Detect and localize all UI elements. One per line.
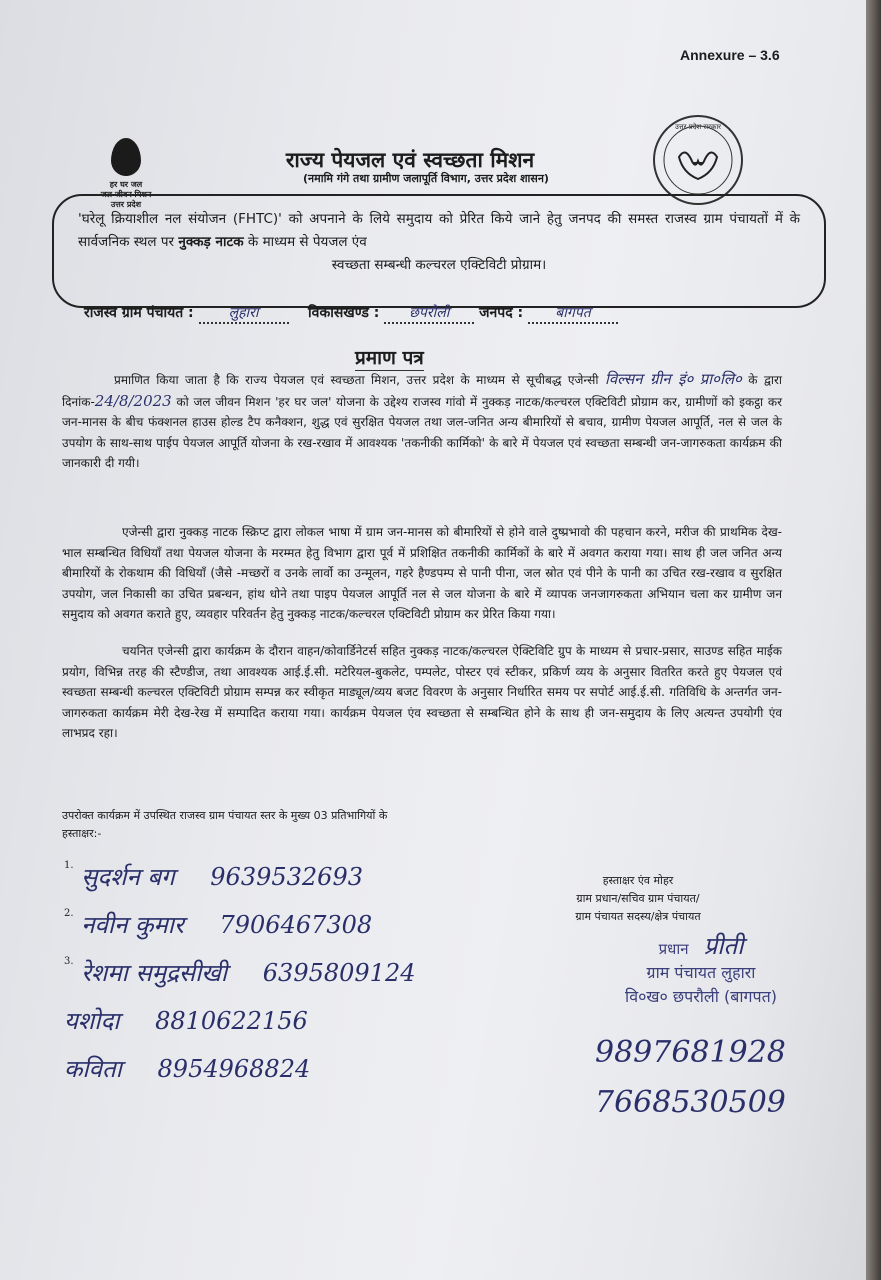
program-line1: 'घरेलू क्रियाशील नल संयोजन (FHTC)' को अपनाने के लिये समुदाय को प्रेरित किये जाने हेतु जनपद xyxy=(78,211,601,227)
district-label: जनपद : xyxy=(479,305,524,321)
agency-suffix-handwritten: प्रा०लि० xyxy=(699,370,742,388)
participant-phone: 8954968824 xyxy=(157,1055,311,1083)
participants-note xyxy=(62,807,502,843)
contact-phone: 9897681928 xyxy=(595,1035,786,1070)
program-line2a: की समस्त राजस्व ग्राम पंचायतों में के सार्वजनिक स्थल पर xyxy=(78,211,800,250)
stamp-designation: प्रधान xyxy=(658,940,689,958)
agency-name-handwritten: विल्सन ग्रीन इं० xyxy=(604,370,694,388)
participant-row xyxy=(64,908,544,956)
paragraph-3 xyxy=(62,641,782,744)
contact-phone: 7668530509 xyxy=(595,1085,786,1120)
participants-note-line2: हस्ताक्षर:- xyxy=(62,827,102,840)
stamp-line2: ग्राम पंचायत लुहारा xyxy=(646,963,756,982)
seal-text: उत्तर प्रदेश सरकार xyxy=(674,123,722,131)
mission-title: राज्य पेयजल एवं स्वच्छता मिशन xyxy=(285,148,535,172)
page-edge-shadow xyxy=(866,0,881,1280)
seal-emblem-icon xyxy=(655,117,741,203)
contact-phones xyxy=(595,1028,786,1128)
program-line2c: के माध्यम से पेयजल एंव xyxy=(243,234,367,250)
participant-number: 2. xyxy=(64,908,74,919)
participant-name: सुदर्शन बग xyxy=(81,863,175,891)
participant-name: यशोदा xyxy=(64,1007,120,1035)
gram-panchayat-label: राजस्व ग्राम पंचायत : xyxy=(84,305,194,321)
participants-note-line1: उपरोक्त कार्यक्रम में उपस्थित राजस्व ग्राम पंचायत स्तर के मुख्य 03 प्रतिभागियों के xyxy=(62,809,388,822)
program-line3: स्वच्छता सम्बन्धी कल्चरल एक्टिविटी प्रोग्राम। xyxy=(331,257,547,273)
annexure-label: Annexure – 3.6 xyxy=(680,47,780,63)
participant-name: नवीन कुमार xyxy=(81,911,184,939)
stamp-line3: वि०ख० छपरौली (बागपत) xyxy=(625,987,777,1006)
participant-phone: 9639532693 xyxy=(210,863,363,891)
logo-line3: उत्तर प्रदेश xyxy=(110,200,142,209)
participant-number: 1. xyxy=(64,860,74,871)
up-government-seal xyxy=(653,115,743,205)
participant-phone: 7906467308 xyxy=(219,911,373,939)
water-drop-icon xyxy=(111,138,141,176)
para3-text: चयनित एजेन्सी द्वारा कार्यक्रम के दौरान वाहन/कोवार्डिनेटर्स सहित नुक्कड़ नाटक/कल्चरल ऐक्टिविटि ग्रुप के माध्यम से प्रचार-प्रसार, साउण्ड सहित माईक प्रयोग, विभिन्न तरह की स्टैण्डीज, तथा आवश्यक आई.ई.सी. मटेरियल-बुकलेट, पम्पलेट, पोस्टर एवं स्टीकर, प्रकिर्ण व्यय के अनुसार वितरित करते हुए पेयजल एवं स्वच्छता सम्बन्धी कल्चरल एक्टिविटी प्रोग्राम सम्पन्न कर स्वीकृत माड्यूल/व्यय बजट विवरण के अनुसार निर्धारित समय पर सपोर्ट आई.ई.सी. गतिविधि के अन्तर्गत जन-जागरुकता कार्यक्रम मेरी देख-रेख में सम्पादित कराया गया। कार्यक्रम पेयजल एंव स्वच्छता से सम्बन्धित होने के साथ ही जन-समुदाय के लिए अत्यन्त उपयोगी एंव लाभप्रद रहा। xyxy=(62,644,782,741)
gram-panchayat-value: लुहारा xyxy=(199,303,289,324)
program-date-handwritten: 24/8/2023 xyxy=(94,391,172,410)
logo-line1: हर घर जल xyxy=(109,180,143,189)
participant-row xyxy=(64,956,544,1004)
mission-subtitle: (नमामि गंगे तथा ग्रामीण जलापूर्ति विभाग, उत्तर प्रदेश शासन) xyxy=(303,172,549,185)
participant-name: रेशमा समुद्रसीखी xyxy=(81,959,228,987)
program-description-text xyxy=(78,208,800,277)
participant-number: 3. xyxy=(64,956,74,967)
participant-row xyxy=(64,860,544,908)
participant-name: कविता xyxy=(64,1055,122,1083)
location-fields xyxy=(84,303,618,324)
participant-row xyxy=(64,1004,544,1052)
program-description-box xyxy=(52,194,826,308)
paragraph-2 xyxy=(62,522,782,625)
para2-text: एजेन्सी द्वारा नुक्कड़ नाटक स्क्रिप्ट द्वारा लोकल भाषा में ग्राम जन-मानस को बीमारियों से होने वाले दुष्प्रभावो की पहचान करने, मरीज की प्राथमिक देख-भाल सम्बन्धित विधियाँ तथा पेयजल योजना के मरम्मत हेतु विभाग द्वारा पूर्व में प्रशिक्षित तकनीकी कार्मिकों के बारे में अवगत कराया गया। साथ ही जल जनित अन्य बीमारियों के रोकथाम की विधियाँ (जैसे -मच्छरों व उनके लार्वो का उन्मूलन, गहरे हैण्डपम्प से पानी पीना, जल स्रोत एवं पीने के पानी का उचित रख-रखाव व सुरक्षित उपयोग, जल निकासी का उचित प्रबन्धन, हांथ धोने तथा पाइप पेयजल आपूर्ति नल से जल योजना के बारे में व्यापक जनजागरुकता अभियान चला कर ग्रामीण जन समुदाय को अवगत कराते हुए, व्यवहार परिवर्तन हेतु नुक्कड़ नाटक/कल्चरल एक्टिविटी प्रोग्राम कर प्रेरित किया गया। xyxy=(62,525,782,622)
para1-text-c: को जल जीवन मिशन 'हर घर जल' योजना के उद्देश्य राजस्व गांवो में नुक्कड़ नाटक/कल्चरल एक्टिविटी प्रोग्राम कर, ग्रामीणों को इकट्ठा कर जन-मानस के बीच फंक्शनल हाउस होल्ड टैप कनैक्शन, शुद्ध एवं सुरक्षित पेयजल तथा जल-जनित अन्य बीमारियों से बचाव, ग्रामीण पेयजल आपूर्ति, नल से जल के उपयोग के साथ-साथ पाईप पेयजल आपूर्ति योजना के रख-रखाव में आवश्यक 'तकनीकी कार्मिको' के बारे में पेयजल एवं स्वच्छता सम्बन्धी जन-जागरुकता कार्यक्रम की जानकारी दी गयी। xyxy=(62,394,782,471)
signature-line2: ग्राम प्रधान/सचिव ग्राम पंचायत/ xyxy=(576,892,700,905)
pradhan-signature: प्रीती xyxy=(703,932,744,960)
para1-text-a: प्रमाणित किया जाता है कि राज्य पेयजल एवं स्वच्छता मिशन, उत्तर प्रदेश के माध्यम से सूचीबद्ध एजेन्सी xyxy=(114,373,605,387)
paragraph-1 xyxy=(62,369,782,474)
official-signature-block xyxy=(533,872,743,926)
signature-line3: ग्राम पंचायत सदस्य/क्षेत्र पंचायत xyxy=(575,910,701,923)
district-value: बागपत xyxy=(528,303,618,324)
participant-phone: 8810622156 xyxy=(155,1007,308,1035)
pradhan-stamp xyxy=(586,934,816,1009)
logo-line2: जल जीवन मिशन xyxy=(100,190,152,199)
block-label: विकासखण्ड : xyxy=(308,305,380,321)
participant-row xyxy=(64,1052,544,1100)
program-line2b: नुक्कड़ नाटक xyxy=(178,234,244,250)
signature-line1: हस्ताक्षर एंव मोहर xyxy=(602,874,674,887)
block-value: छपरौली xyxy=(384,303,474,324)
participant-phone: 6395809124 xyxy=(262,959,416,987)
para1-text-b: के द्वारा दिनांक- xyxy=(62,373,782,409)
certificate-heading: प्रमाण पत्र xyxy=(355,344,424,371)
participant-signatures xyxy=(64,860,544,1100)
